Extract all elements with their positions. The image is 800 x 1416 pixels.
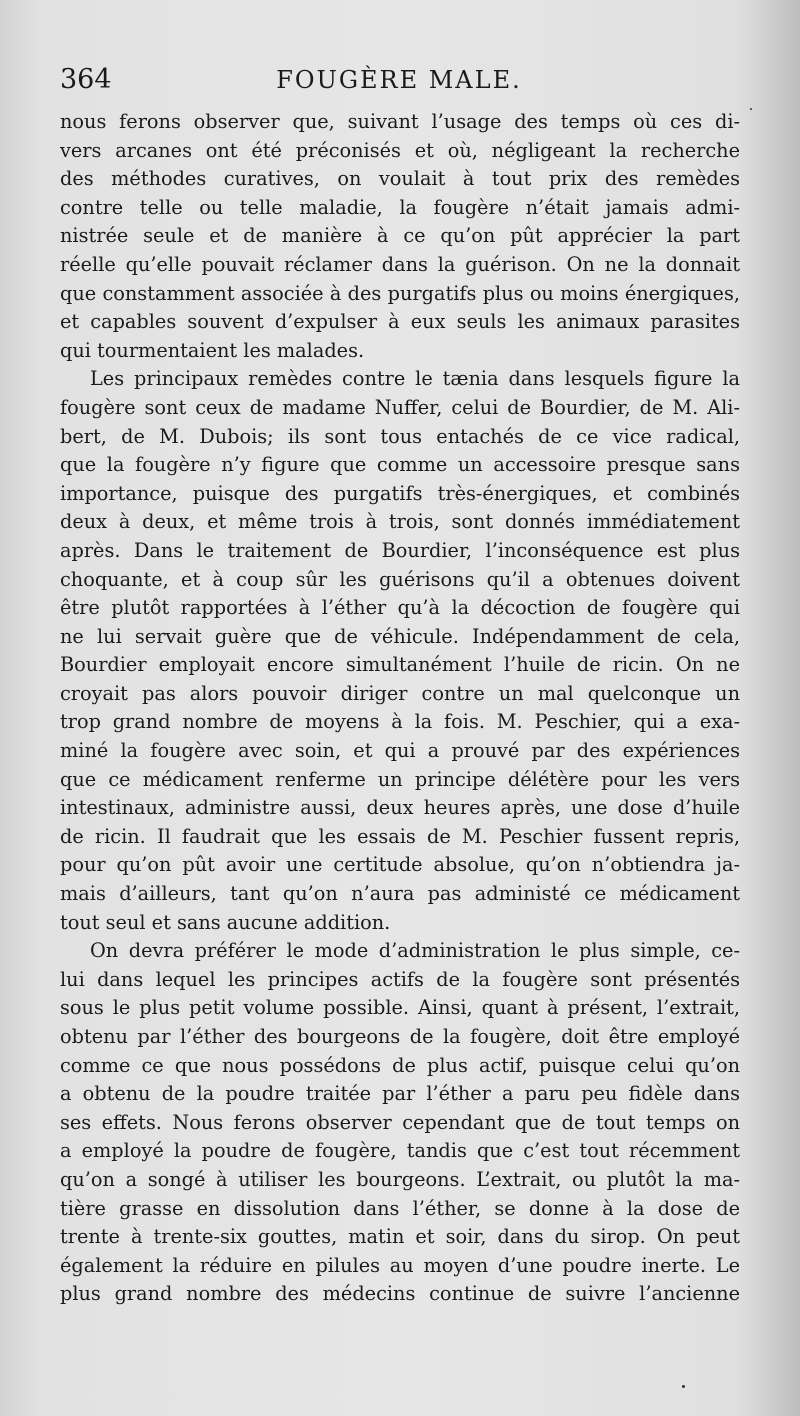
text-line: pour qu’on pût avoir une certitude absolue, qu’on n’obtiendra ja-: [60, 853, 740, 877]
text-line: et capables souvent d’expulser à eux seuls les animaux parasites: [60, 310, 740, 334]
text-line: contre telle ou telle maladie, la fougère n’était jamais admi-: [60, 195, 740, 219]
text-line: importance, puisque des purgatifs très-énergiques, et combinés: [60, 481, 740, 505]
text-line: également la réduire en pilules au moyen d’une poudre inerte. Le: [60, 1253, 740, 1277]
text-line: mais d’ailleurs, tant qu’on n’aura pas administé ce médicament: [60, 882, 740, 906]
text-line: des méthodes curatives, on voulait à tout prix des remèdes: [60, 167, 740, 191]
text-line: croyait pas alors pouvoir diriger contre un mal quelconque un: [60, 681, 740, 705]
text-line: trente à trente-six gouttes, matin et soir, dans du sirop. On peut: [60, 1225, 740, 1249]
text-line: qu’on a songé à utiliser les bourgeons. L’extrait, ou plutôt la ma-: [60, 1167, 740, 1191]
text-line: intestinaux, administre aussi, deux heures après, une dose d’huile: [60, 796, 740, 820]
text-line: de ricin. Il faudrait que les essais de M. Peschier fussent repris,: [60, 824, 740, 848]
text-line: plus grand nombre des médecins continue de suivre l’ancienne: [60, 1282, 740, 1306]
text-line: être plutôt rapportées à l’éther qu’à la décoction de fougère qui: [60, 596, 740, 620]
body-text: [60, 108, 740, 1309]
text-line: nistrée seule et de manière à ce qu’on pût apprécier la part: [60, 224, 740, 248]
text-line: Bourdier employait encore simultanément l’huile de ricin. On ne: [60, 653, 740, 677]
page-number: 364: [60, 64, 112, 95]
paragraph-start-line: Les principaux remèdes contre le tænia dans lesquels figure la: [90, 367, 740, 391]
text-line: deux à deux, et même trois à trois, sont donnés immédiatement: [60, 510, 740, 534]
text-line: a employé la poudre de fougère, tandis que c’est tout récemment: [60, 1139, 740, 1163]
paragraph-end-line: qui tourmentaient les malades.: [60, 338, 365, 362]
text-line: obtenu par l’éther des bourgeons de la fougère, doit être employé: [60, 1025, 740, 1048]
text-line: comme ce que nous possédons de plus actif, puisque celui qu’on: [60, 1053, 740, 1077]
text-line: réelle qu’elle pouvait réclamer dans la guérison. On ne la donnait: [60, 252, 740, 276]
text-line: que la fougère n’y figure que comme un accessoire presque sans: [60, 453, 740, 477]
text-line: ne lui servait guère que de véhicule. Indépendamment de cela,: [60, 624, 740, 648]
page-header: [60, 62, 738, 98]
text-line: fougère sont ceux de madame Nuffer, celui de Bourdier, de M. Ali-: [60, 395, 740, 419]
text-line: vers arcanes ont été préconisés et où, négligeant la recherche: [60, 138, 740, 162]
text-line: lui dans lequel les principes actifs de la fougère sont présentés: [60, 967, 740, 991]
text-line: que ce médicament renferme un principe délétère pour les vers: [60, 767, 740, 791]
text-line: après. Dans le traitement de Bourdier, l’inconséquence est plus: [60, 538, 740, 562]
running-title: FOUGÈRE MALE.: [276, 66, 522, 94]
paragraph-start-line: On devra préférer le mode d’administration le plus simple, ce-: [90, 939, 740, 963]
text-line: choquante, et à coup sûr les guérisons qu’il a obtenues doivent: [60, 567, 740, 591]
text-line: a obtenu de la poudre traitée par l’éther a paru peu fidèle dans: [60, 1082, 740, 1106]
text-line: nous ferons observer que, suivant l’usage des temps où ces di-: [60, 110, 740, 133]
ink-speck: [682, 1385, 685, 1388]
text-line: sous le plus petit volume possible. Ainsi, quant à présent, l’extrait,: [60, 996, 740, 1020]
text-line: trop grand nombre de moyens à la fois. M. Peschier, qui a exa-: [60, 710, 740, 734]
ink-speck: [750, 108, 752, 110]
text-line: tière grasse en dissolution dans l’éther, se donne à la dose de: [60, 1196, 740, 1220]
text-line: miné la fougère avec soin, et qui a prouvé par des expériences: [60, 739, 740, 763]
text-line: bert, de M. Dubois; ils sont tous entachés de ce vice radical,: [60, 424, 740, 448]
paragraph-end-line: tout seul et sans aucune addition.: [60, 910, 391, 934]
text-line: ses effets. Nous ferons observer cependant que de tout temps on: [60, 1110, 740, 1134]
text-line: que constamment associée à des purgatifs plus ou moins énergiques,: [60, 281, 740, 305]
